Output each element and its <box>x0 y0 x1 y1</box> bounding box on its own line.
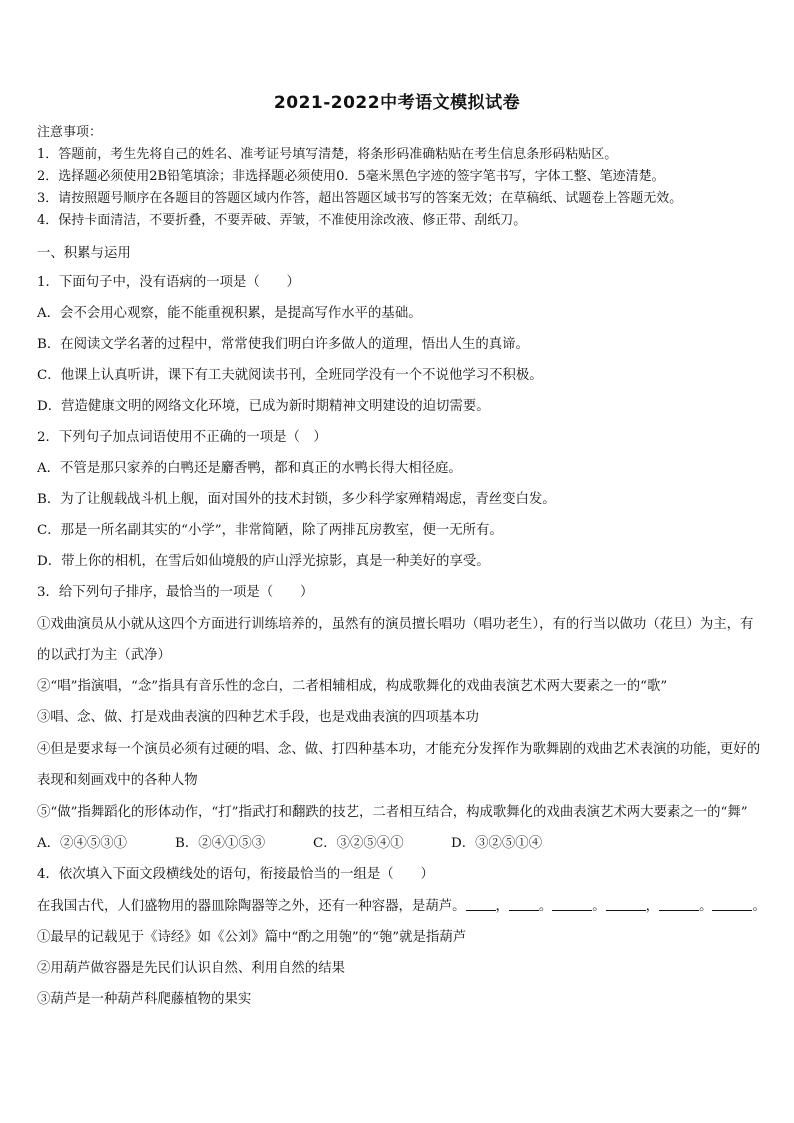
question-1-stem: 1．下面句子中，没有语病的一项是（ ） <box>37 275 300 290</box>
question-1-option-d: D．营造健康文明的网络文化环境，已成为新时期精神文明建设的迫切需要。 <box>37 399 490 414</box>
question-1-option-c: C．他课上认真听讲，课下有工夫就阅读书刊，全班同学没有一个不说他学习不积极。 <box>37 368 543 383</box>
question-3-choices <box>37 834 762 854</box>
blank-separator-period: 。 <box>592 899 606 914</box>
blank-separator-comma: ， <box>495 899 509 914</box>
notice-item: 2．选择题必须使用2B铅笔填涂；非选择题必须使用0．5毫米黑色字迹的签字笔书写，字体工整、笔迹清楚。 <box>37 169 665 184</box>
question-3-choice-d: D．③②⑤①④ <box>451 836 543 851</box>
question-2-option-d: D．带上你的相机，在雪后如仙境般的庐山浮光掠影，真是一种美好的享受。 <box>37 554 490 569</box>
question-3-stem: 3．给下列句子排序，最恰当的一项是（ ） <box>37 585 314 600</box>
fill-blank-5 <box>659 896 699 911</box>
question-3-choice-c: C．③②⑤④① <box>313 836 404 851</box>
notice-item: 4．保持卡面清洁，不要折叠，不要弄破、弄皱，不准使用涂改液、修正带、刮纸刀。 <box>37 213 527 228</box>
question-4-item-2: ②用葫芦做容器是先民们认识自然、利用自然的结果 <box>37 961 345 976</box>
question-4-item-3: ③葫芦是一种葫芦科爬藤植物的果实 <box>37 992 252 1007</box>
question-4-stem: 4．依次填入下面文段横线处的语句，衔接最恰当的一组是（ ） <box>37 867 434 882</box>
notice-heading: 注意事项： <box>37 125 103 140</box>
question-4-item-1: ①最早的记载见于《诗经》如《公刘》篇中“酌之用匏”的“匏”就是指葫芦 <box>37 930 467 945</box>
question-4-passage-text: 在我国古代，人们盛物用的器皿除陶器等之外，还有一种容器，是葫芦。 <box>37 899 466 914</box>
notice-item: 3．请按照题号顺序在各题目的答题区域内作答，超出答题区域书写的答案无效；在草稿纸、试题卷上答题无效。 <box>37 191 683 206</box>
fill-blank-1 <box>466 896 496 911</box>
blank-separator-period: 。 <box>538 899 553 914</box>
question-3-choice-b: B．②④①⑤③ <box>175 836 266 851</box>
question-3-sentence-3: ③唱、念、做、打是戏曲表演的四种艺术手段，也是戏曲表演的四项基本功 <box>37 710 479 725</box>
question-3-sentence-2: ②“唱”指演唱，“念”指具有音乐性的念白，二者相辅相成，构成歌舞化的戏曲表演艺术两大要素之一的“歌” <box>37 679 668 694</box>
question-3-choice-a: A．②④⑤③① <box>37 836 128 851</box>
fill-blank-6 <box>712 896 752 911</box>
exam-content <box>37 244 766 1021</box>
question-3-sentence-5: ⑤“做”指舞蹈化的形体动作，“打”指武打和翻跌的技艺，二者相互结合，构成歌舞化的戏曲表演艺术两大要素之一的“舞” <box>37 805 748 820</box>
notice-block <box>37 122 767 232</box>
blank-separator-comma: ， <box>645 899 660 914</box>
section-heading: 一、积累与运用 <box>37 246 131 261</box>
question-1-option-b: B．在阅读文学名著的过程中，常常使我们明白许多做人的道理，悟出人生的真谛。 <box>37 337 529 352</box>
question-3-sentence-4: ④但是要求每一个演员必须有过硬的唱、念、做、打四种基本功，才能充分发挥作为歌舞剧的戏曲艺术表演的功能，更好的表现和刻画戏中的各种人物 <box>37 742 761 788</box>
blank-separator-period: 。 <box>699 899 713 914</box>
question-2-stem: 2．下列句子加点词语使用不正确的一项是（ ） <box>37 430 327 445</box>
question-2-option-b: B．为了让舰载战斗机上舰，面对国外的技术封锁，多少科学家殚精竭虑，青丝变白发。 <box>37 492 556 507</box>
question-3-sentence-1: ①戏曲演员从小就从这四个方面进行训练培养的，虽然有的演员擅长唱功（唱功老生），有的行当以做功（花旦）为主，有的以武打为主（武净） <box>37 617 754 663</box>
fill-blank-4 <box>606 896 646 911</box>
exam-title: 2021-2022中考语文模拟试卷 <box>273 93 521 113</box>
fill-blank-3 <box>552 896 592 911</box>
fill-blank-2 <box>509 896 539 911</box>
blank-separator-period: 。 <box>752 899 766 914</box>
question-1-option-a: A．会不会用心观察，能不能重视积累，是提高写作水平的基础。 <box>37 306 422 321</box>
question-2-option-a: A．不管是那只家养的白鸭还是麝香鸭，都和真正的水鸭长得大相径庭。 <box>37 461 462 476</box>
notice-item: 1．答题前，考生先将自己的姓名、准考证号填写清楚，将条形码准确粘贴在考生信息条形码粘贴区。 <box>37 147 618 162</box>
question-2-option-c: C．那是一所名副其实的“小学”，非常简陋，除了两排瓦房教室，便一无所有。 <box>37 523 503 538</box>
question-4-passage <box>37 896 766 917</box>
